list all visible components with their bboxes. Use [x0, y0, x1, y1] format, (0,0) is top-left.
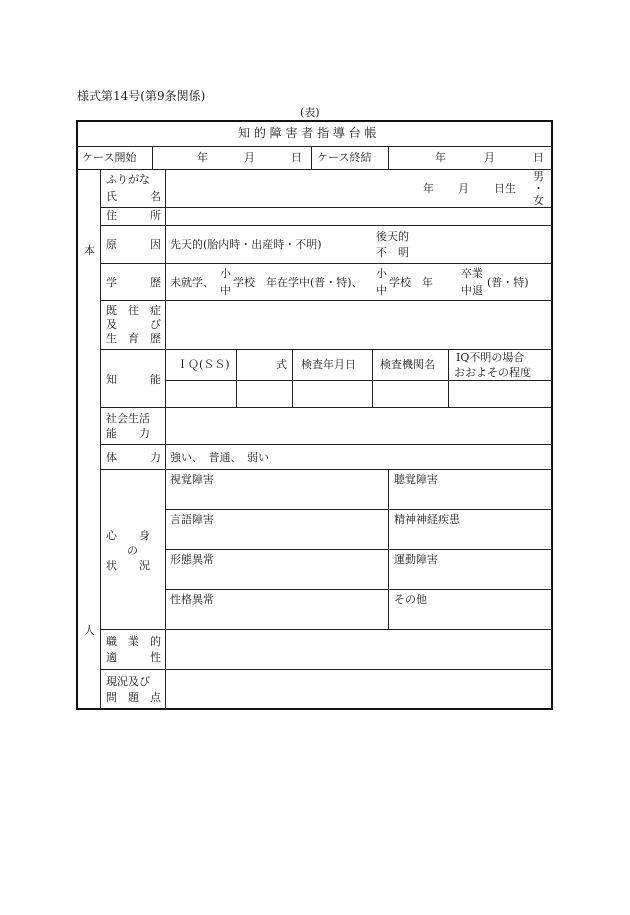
case-end-day: 日	[533, 151, 544, 164]
rule-h2	[77, 169, 552, 170]
sex-female: 女	[533, 194, 544, 207]
hearing-impairment: 聴覚障害	[394, 473, 438, 486]
ledger-title: 知 的 障 害 者 指 導 台 帳	[238, 126, 377, 140]
history-line-1: 既 往 症	[106, 304, 161, 317]
birth-month: 月	[458, 182, 469, 195]
rule-mind-1	[166, 509, 552, 510]
speech-impairment: 言語障害	[170, 513, 214, 526]
birth-day: 日生	[494, 182, 516, 195]
furigana-label: ふりがな	[106, 173, 150, 186]
mind-body-line-1: 心 身	[106, 529, 150, 542]
rule-h12	[100, 669, 552, 670]
education-withdrawn: 中退	[461, 284, 483, 297]
iq-test-date: 検査年月日	[301, 358, 356, 371]
address-label: 住 所	[106, 209, 161, 222]
education-kind: (普・特)	[487, 276, 529, 289]
sex-dot: ・	[533, 182, 544, 195]
cause-acquired: 後天的	[376, 230, 409, 243]
case-end-month: 月	[484, 151, 495, 164]
iq-formula: 式	[276, 358, 287, 371]
rule-v-label	[165, 169, 166, 709]
rule-h9	[100, 444, 552, 445]
status-line-1: 現況及び	[106, 675, 150, 688]
iq-unknown-line-2: おおよその程度	[454, 366, 531, 379]
cause-unknown: 不 明	[376, 246, 409, 259]
form-number: 様式第14号(第9条関係)	[77, 89, 206, 103]
history-line-3: 生 育 歴	[106, 332, 161, 345]
side-label-top: 本	[84, 244, 95, 257]
rule-h1	[77, 146, 552, 147]
visual-impairment: 視覚障害	[170, 473, 214, 486]
rule-v-mind	[388, 469, 389, 629]
iq-unknown-line-1: IQ不明の場合	[456, 351, 525, 364]
mind-body-line-3: 状 況	[106, 559, 150, 572]
rule-v-case-label	[152, 146, 153, 169]
rule-h10	[100, 469, 552, 470]
rule-v-side	[100, 169, 101, 709]
rule-h5	[100, 263, 552, 264]
rule-v-iq-4	[448, 349, 449, 407]
case-end-year: 年	[435, 151, 446, 164]
birth-year: 年	[423, 182, 434, 195]
rule-h4	[100, 225, 552, 226]
rule-iq-mid	[166, 380, 552, 381]
front-side-label: (表)	[300, 106, 320, 119]
other-condition: その他	[394, 593, 427, 606]
rule-v-case-mid1	[311, 146, 312, 169]
border-left	[76, 120, 78, 710]
education-sho-2: 小	[376, 267, 387, 280]
rule-v-case-mid2	[388, 146, 389, 169]
social-line-1: 社会生活	[106, 412, 150, 425]
case-end-label: ケース終結	[317, 151, 372, 164]
rule-h3	[100, 207, 552, 208]
rule-h7	[100, 349, 552, 350]
rule-mind-2	[166, 549, 552, 550]
social-line-2: 能 力	[106, 427, 150, 440]
vocation-line-1: 職 業 的	[106, 635, 161, 648]
history-line-2: 及 び	[106, 318, 161, 331]
border-right	[551, 120, 553, 710]
education-graduated: 卒業	[461, 267, 483, 280]
rule-h6	[100, 300, 552, 301]
education-chu-2: 中	[376, 284, 387, 297]
rule-v-iq-2	[292, 349, 293, 407]
status-line-2: 問 題 点	[106, 691, 161, 704]
personality-abnormality: 性格異常	[170, 593, 214, 606]
mental-disorder: 精神神経疾患	[394, 513, 460, 526]
education-chu: 中	[220, 284, 231, 297]
stamina-label: 体 力	[106, 451, 161, 464]
motor-impairment: 運動障害	[394, 553, 438, 566]
rule-h8	[100, 407, 552, 408]
cause-congenital: 先天的(胎内時・出産時・不明)	[170, 238, 322, 251]
education-sho: 小	[220, 267, 231, 280]
border-bottom	[76, 708, 553, 710]
border-top	[76, 120, 553, 122]
education-school-past: 学校 年	[389, 276, 433, 289]
vocation-line-2: 適 性	[106, 651, 161, 664]
education-label: 学 歴	[106, 276, 161, 289]
rule-v-iq-1	[236, 349, 237, 407]
rule-h11	[100, 629, 552, 630]
mind-body-line-2: の	[127, 544, 138, 557]
rule-mind-3	[166, 589, 552, 590]
rule-v-iq-3	[372, 349, 373, 407]
side-label-bottom: 人	[84, 624, 95, 637]
iq-institution: 検査機関名	[380, 358, 435, 371]
cause-label: 原 因	[106, 238, 161, 251]
stamina-options: 強い、 普通、 弱い	[170, 451, 269, 464]
education-school-current: 学校 年在学中(普・特)、	[233, 276, 363, 289]
case-start-month: 月	[244, 151, 255, 164]
case-start-day: 日	[291, 151, 302, 164]
intellect-label: 知 能	[106, 373, 161, 386]
education-none: 未就学、	[170, 276, 214, 289]
name-label: 氏 名	[106, 190, 161, 203]
form-abnormality: 形態異常	[170, 553, 214, 566]
case-start-label: ケース開始	[82, 151, 137, 164]
sex-male: 男	[533, 170, 544, 183]
iq-label: ＩＱ(ＳＳ)	[177, 358, 230, 371]
case-start-year: 年	[197, 151, 208, 164]
